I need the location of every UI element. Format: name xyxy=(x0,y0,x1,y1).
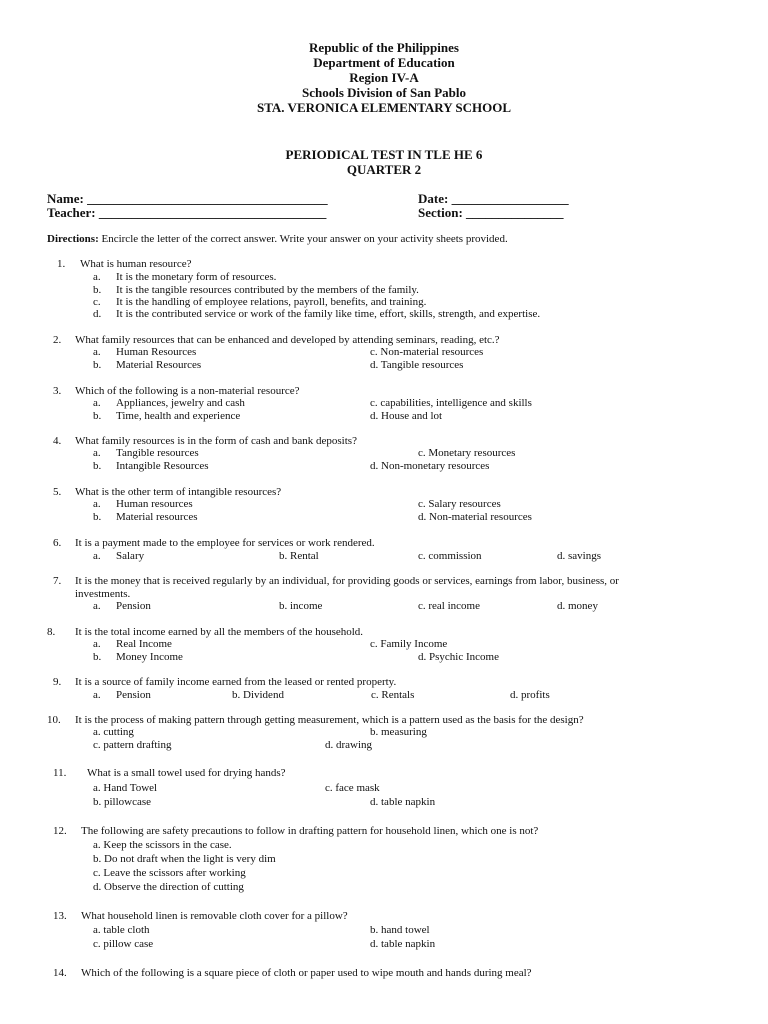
choice-text: Salary xyxy=(116,550,145,562)
question-text: It is a payment made to the employee for services or work rendered. xyxy=(75,537,375,549)
choice-text: d. savings xyxy=(557,550,601,562)
choice-text: It is the contributed service or work of the family like time, effort, skills, strength, and expertise. xyxy=(116,308,541,320)
choice-letter: a. xyxy=(93,346,101,358)
question-number: 11. xyxy=(53,767,67,779)
question-text: What is a small towel used for drying hands? xyxy=(87,767,286,779)
question-text: The following are safety precautions to follow in drafting pattern for household linen, which one is not? xyxy=(81,825,539,837)
choice-text: c. real income xyxy=(418,600,480,612)
date-field: Date: __________________ xyxy=(418,191,569,206)
question-number: 8. xyxy=(47,626,56,638)
directions xyxy=(47,233,508,245)
choice-text: b. income xyxy=(279,600,323,612)
choice-letter: b. xyxy=(93,651,102,663)
choice-text: It is the monetary form of resources. xyxy=(116,271,277,283)
choice-letter: a. xyxy=(93,498,101,510)
choice-text: d. profits xyxy=(510,689,550,701)
choice-text: Human resources xyxy=(116,498,193,510)
name-field: Name: _____________________________________ xyxy=(47,191,328,206)
choice-letter: d. xyxy=(93,308,102,320)
choice-text: a. Keep the scissors in the case. xyxy=(93,839,232,851)
choice-text: c. Monetary resources xyxy=(418,447,516,459)
choice-text: d. Tangible resources xyxy=(370,359,464,371)
region-heading: Region IV-A xyxy=(349,70,419,85)
choice-text: b. Dividend xyxy=(232,689,284,701)
choice-letter: b. xyxy=(93,359,102,371)
choice-text: It is the tangible resources contributed by the members of the family. xyxy=(116,284,419,296)
question-text: It is the money that is received regularly by an individual, for providing goods or services, earnings from labor, business, or xyxy=(75,575,619,587)
question-text: It is a source of family income earned from the leased or rented property. xyxy=(75,676,397,688)
question-text: Which of the following is a square piece of cloth or paper used to wipe mouth and hands during meal? xyxy=(81,967,532,979)
question-number: 5. xyxy=(53,486,62,498)
question-text: What is the other term of intangible resources? xyxy=(75,486,282,498)
choice-letter: a. xyxy=(93,600,101,612)
choice-text: c. Leave the scissors after working xyxy=(93,867,246,879)
choice-text: c. capabilities, intelligence and skills xyxy=(370,397,532,409)
choice-text: Money Income xyxy=(116,651,183,663)
quarter-title: QUARTER 2 xyxy=(346,162,422,177)
directions-text: Encircle the letter of the correct answer. Write your answer on your activity sheets provided. xyxy=(98,233,508,245)
choice-text: a. cutting xyxy=(93,726,134,738)
teacher-field: Teacher: ___________________________________ xyxy=(47,205,327,220)
question-number: 2. xyxy=(53,334,62,346)
question-text: What household linen is removable cloth cover for a pillow? xyxy=(81,910,348,922)
section-field: Section: _______________ xyxy=(418,205,564,220)
question-text: What is human resource? xyxy=(80,258,192,270)
choice-letter: b. xyxy=(93,410,102,422)
question-number: 3. xyxy=(53,385,62,397)
question-number: 4. xyxy=(53,435,62,447)
choice-letter: a. xyxy=(93,397,101,409)
question-number: 13. xyxy=(53,910,67,922)
choice-text: c. pattern drafting xyxy=(93,739,172,751)
question-number: 9. xyxy=(53,676,62,688)
choice-letter: b. xyxy=(93,460,102,472)
test-title: PERIODICAL TEST IN TLE HE 6 xyxy=(285,147,483,162)
choice-text: Pension xyxy=(116,689,151,701)
question-text: It is the total income earned by all the members of the household. xyxy=(75,626,364,638)
choice-text: d. Observe the direction of cutting xyxy=(93,881,244,893)
choice-text: b. pillowcase xyxy=(93,796,152,808)
choice-letter: a. xyxy=(93,550,101,562)
choice-text: d. Psychic Income xyxy=(418,651,499,663)
choice-letter: a. xyxy=(93,689,101,701)
choice-text: c. face mask xyxy=(325,782,380,794)
choice-text: Material resources xyxy=(116,511,198,523)
choice-text: a. table cloth xyxy=(93,924,150,936)
choice-text: Intangible Resources xyxy=(116,460,209,472)
choice-text: Time, health and experience xyxy=(116,410,241,422)
choice-letter: b. xyxy=(93,511,102,523)
choice-text: It is the handling of employee relations, payroll, benefits, and training. xyxy=(116,296,427,308)
division-heading: Schools Division of San Pablo xyxy=(302,85,466,100)
republic-heading: Republic of the Philippines xyxy=(309,40,459,55)
choice-text: b. Do not draft when the light is very dim xyxy=(93,853,276,865)
choice-letter: a. xyxy=(93,638,101,650)
question-number: 1. xyxy=(57,258,66,270)
question-text-continued: investments. xyxy=(75,588,131,600)
question-text: It is the process of making pattern through getting measurement, which is a pattern used as the basis for the design? xyxy=(75,714,584,726)
choice-text: b. measuring xyxy=(370,726,427,738)
choice-text: d. table napkin xyxy=(370,796,436,808)
choice-letter: a. xyxy=(93,447,101,459)
choice-text: Real Income xyxy=(116,638,172,650)
choice-text: Human Resources xyxy=(116,346,197,358)
question-text: Which of the following is a non-material resource? xyxy=(75,385,300,397)
choice-letter: c. xyxy=(93,296,101,308)
choice-text: b. hand towel xyxy=(370,924,430,936)
directions-label: Directions: xyxy=(47,233,99,245)
question-number: 10. xyxy=(47,714,61,726)
choice-text: c. Non-material resources xyxy=(370,346,484,358)
choice-text: d. drawing xyxy=(325,739,373,751)
choice-text: d. House and lot xyxy=(370,410,443,422)
choice-text: c. commission xyxy=(418,550,482,562)
choice-text: Appliances, jewelry and cash xyxy=(116,397,245,409)
question-text: What family resources that can be enhanced and developed by attending seminars, reading, etc.? xyxy=(75,334,500,346)
department-heading: Department of Education xyxy=(313,55,455,70)
question-number: 12. xyxy=(53,825,67,837)
question-number: 6. xyxy=(53,537,62,549)
choice-text: c. Salary resources xyxy=(418,498,501,510)
choice-text: Material Resources xyxy=(116,359,202,371)
choice-letter: a. xyxy=(93,271,101,283)
choice-text: c. Rentals xyxy=(371,689,415,701)
question-number: 7. xyxy=(53,575,62,587)
choice-text: Tangible resources xyxy=(116,447,199,459)
school-heading: STA. VERONICA ELEMENTARY SCHOOL xyxy=(256,100,512,115)
choice-text: a. Hand Towel xyxy=(93,782,158,794)
choice-text: c. pillow case xyxy=(93,938,154,950)
choice-text: d. table napkin xyxy=(370,938,436,950)
choice-text: b. Rental xyxy=(279,550,319,562)
choice-text: d. Non-monetary resources xyxy=(370,460,490,472)
question-number: 14. xyxy=(53,967,67,979)
choice-text: Pension xyxy=(116,600,151,612)
choice-letter: b. xyxy=(93,284,102,296)
question-text: What family resources is in the form of cash and bank deposits? xyxy=(75,435,357,447)
choice-text: d. Non-material resources xyxy=(418,511,532,523)
choice-text: c. Family Income xyxy=(370,638,448,650)
choice-text: d. money xyxy=(557,600,598,612)
